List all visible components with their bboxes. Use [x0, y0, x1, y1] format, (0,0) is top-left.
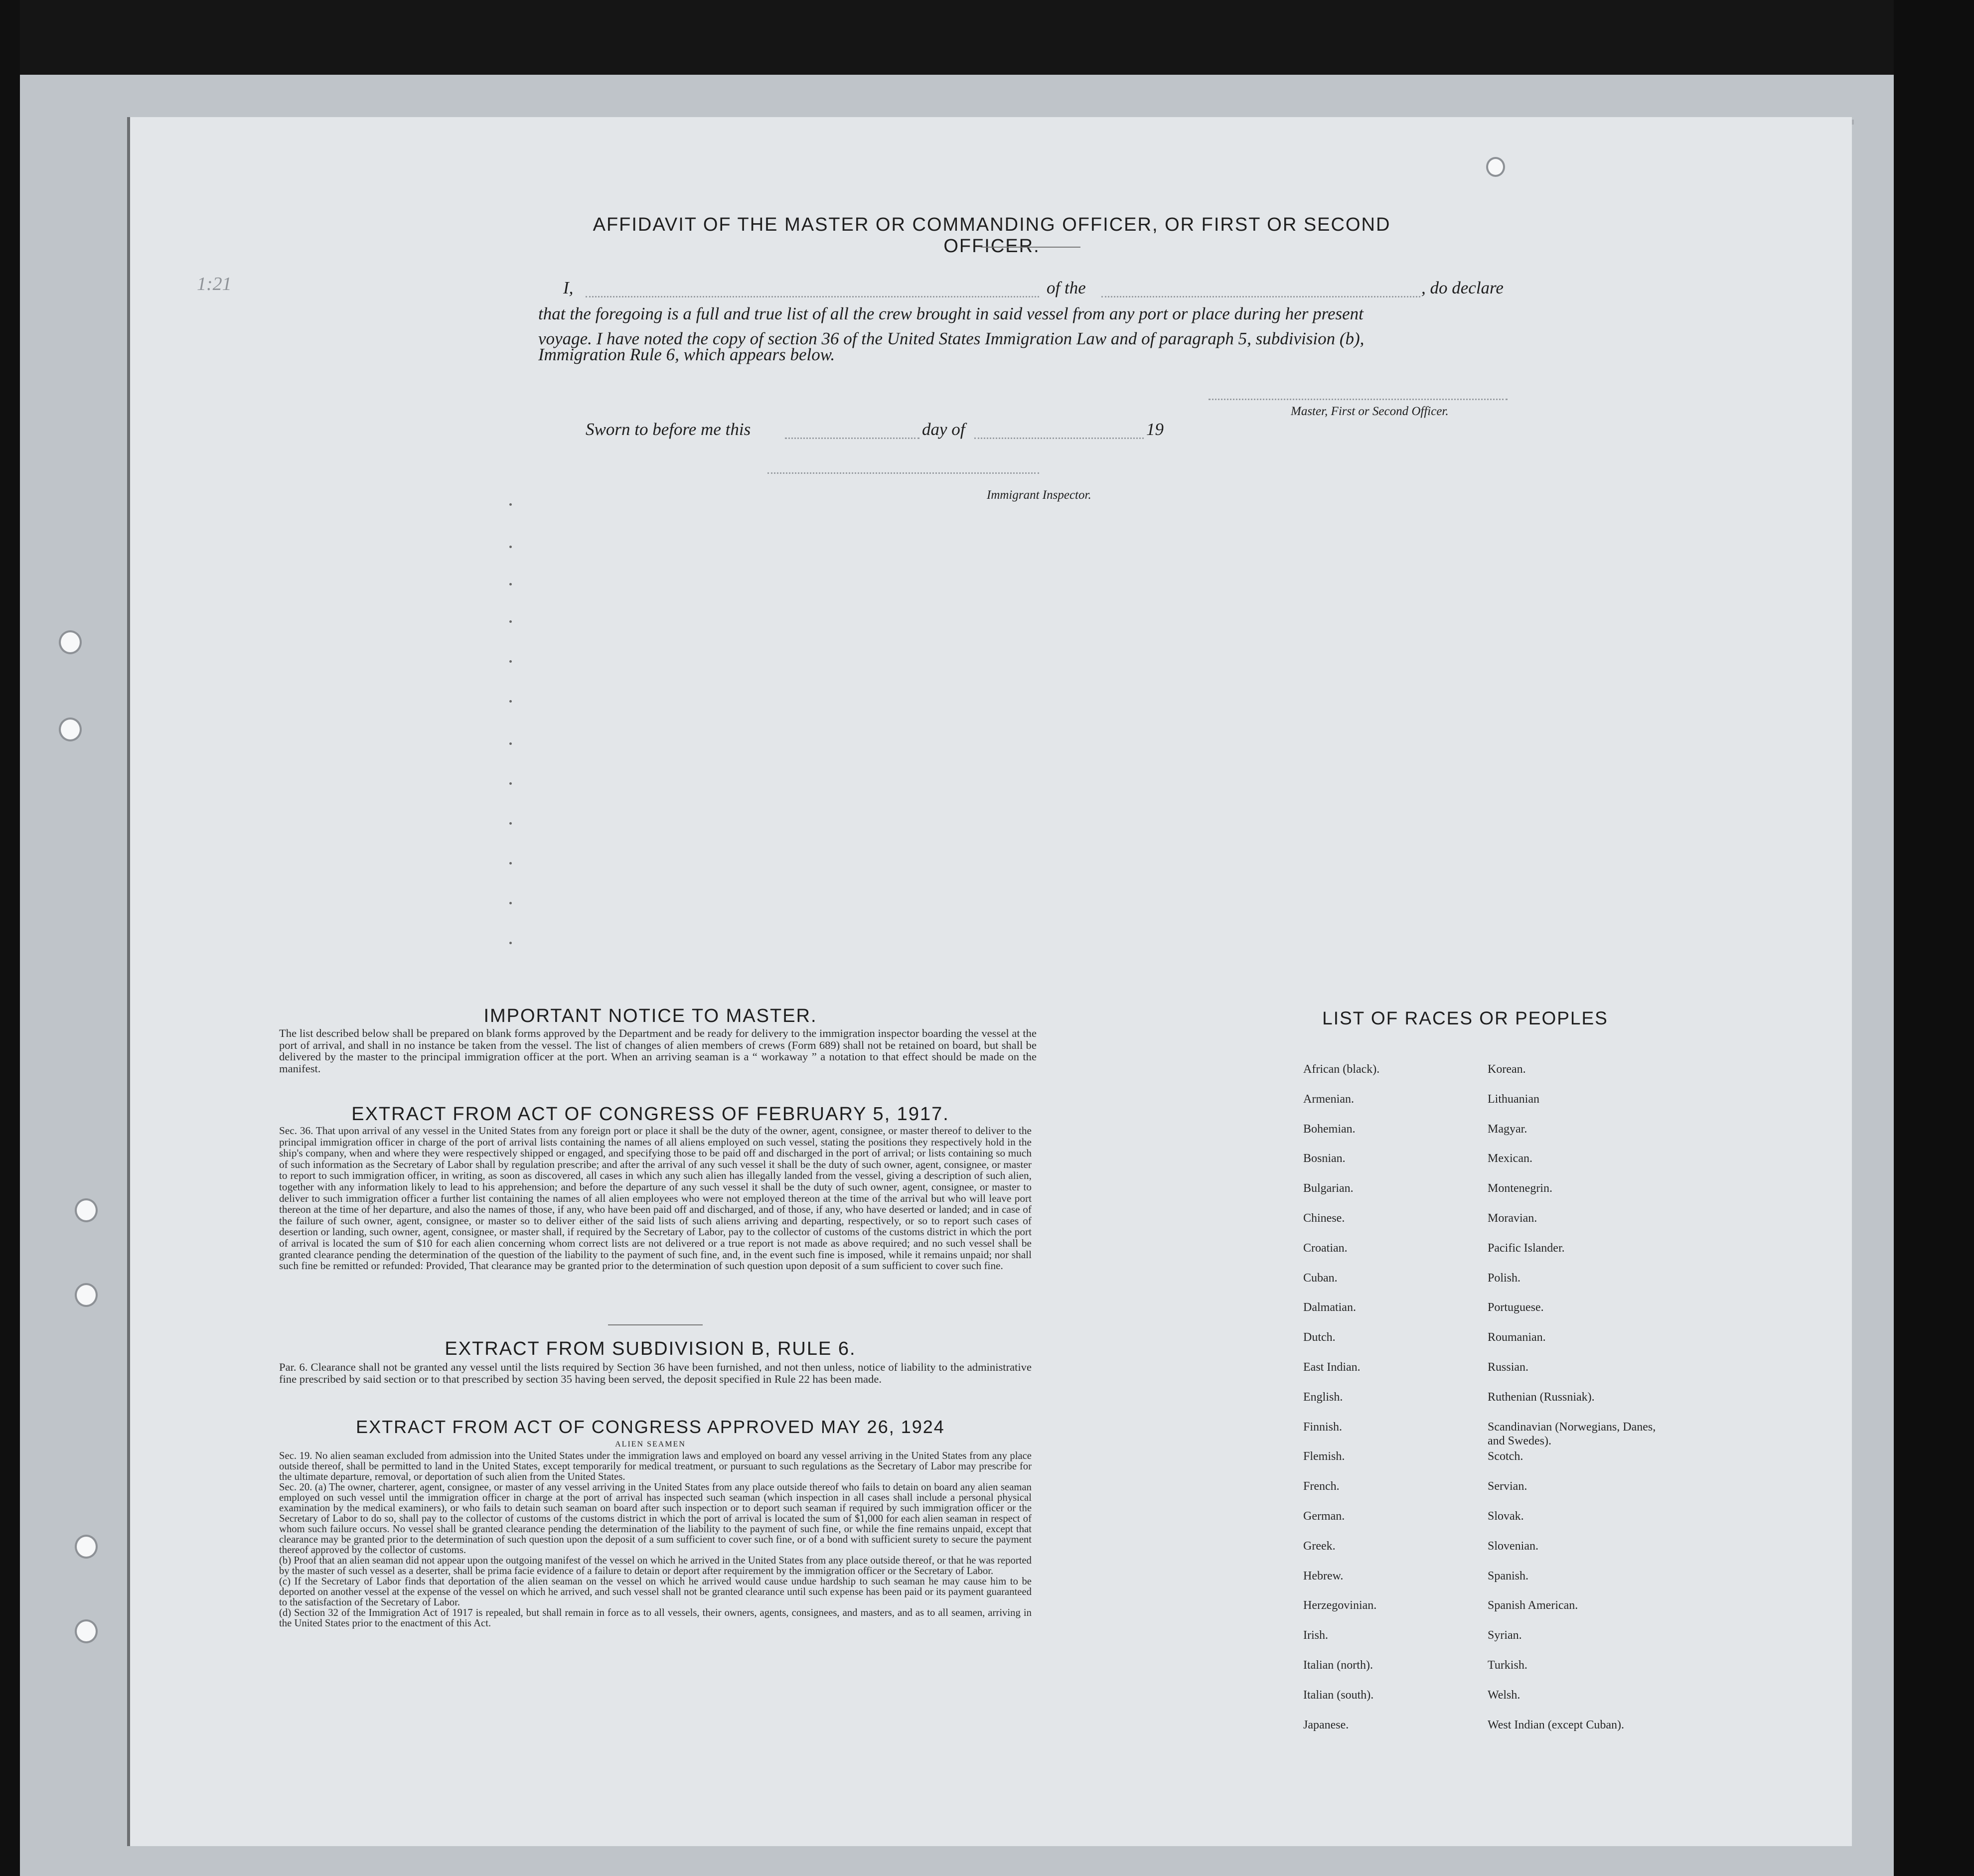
race-item: Italian (south).	[1303, 1688, 1374, 1702]
column-dot	[509, 942, 512, 944]
race-item: Flemish.	[1303, 1450, 1345, 1463]
affidavit-line-1: that the foregoing is a full and true list of all the crew brought in said vessel from any port or place during her present	[538, 304, 1364, 323]
affidavit-do-declare: , do declare	[1421, 278, 1504, 297]
extract-1917-text: Sec. 36. That upon arrival of any vessel in the United States from any foreign port or place it shall be the duty of the owner, agent, consignee, or master thereof to deliver to the principal immigration officer in charge of the port of arrival lists containing the names of all aliens employed on such vessel, stating the positions they respectively hold in the ship's company, when and where they were respectively shipped or engaged, and specifying those to be paid off and discharged in the port of arrival; or lists containing so much of such information as the Secretary of Labor shall by regulation prescribe; and after the arrival of any such vessel it shall be the duty of such owner, agent, consignee, or master to report to such immigration officer, in writing, as soon as discovered, all cases in which any such alien has illegally landed from the vessel, giving a description of such alien, together with any information likely to lead to his apprehension; and before the departure of any such vessel it shall be the duty of such owner, agent, consignee, or master to deliver to such immigration officer a further list containing the names of all alien employees who were not employed thereon at the time of the arrival but who will leave port thereon at the time of her departure, and also the names of those, if any, who have been paid off and discharged, and of those, if any, who have deserted or landed; and in case of the failure of such owner, agent, consignee, or master so to deliver either of the said lists of such aliens arriving and departing, respectively, or so to report such cases of desertion or landing, such owner, agent, consignee, or master shall, if required by the Secretary of Labor, pay to the collector of customs of the customs district in which the port of arrival is located the sum of $10 for each alien concerning whom correct lists are not delivered or a true report is not made as above required; and no such vessel shall be granted clearance pending the determination of the question of the liability to the payment of such fine, and, in the event such fine is imposed, while it remains unpaid; nor shall such fine be remitted or refunded: Provided, That clearance may be granted prior to the determination of such question upon deposit of a sum sufficient to cover such fine.	[279, 1125, 1032, 1272]
punch-hole	[59, 718, 82, 741]
affidavit-title: AFFIDAVIT OF THE MASTER OR COMMANDING OFFICER, OR FIRST OR SECOND OFFICER.	[593, 214, 1391, 257]
master-signature-label: Master, First or Second Officer.	[1291, 405, 1449, 418]
race-item: Magyar.	[1488, 1122, 1527, 1136]
column-dot	[509, 583, 512, 585]
inspector-label: Immigrant Inspector.	[987, 488, 1091, 502]
month-blank	[974, 437, 1144, 439]
race-item: Chinese.	[1303, 1212, 1345, 1225]
race-item: Croatian.	[1303, 1241, 1348, 1255]
extract-rule6-text: Par. 6. Clearance shall not be granted any vessel until the lists required by Section 36 have been furnished, and not then unless, notice of liability to the administrative fine prescribed by said section or to that prescribed by section 35 having been served, the deposit specified in Rule 22 has been made.	[279, 1361, 1032, 1385]
name-blank	[586, 296, 1039, 297]
race-item: Bohemian.	[1303, 1122, 1356, 1136]
extract-1924-sec20d: (d) Section 32 of the Immigration Act of 1917 is repealed, but shall remain in force as to all vessels, their owners, agents, consignees, and masters, and as to all seamen, arriving in the United States prior to the enactment of this Act.	[279, 1607, 1032, 1629]
race-item: Dutch.	[1303, 1331, 1336, 1344]
column-dot	[509, 902, 512, 904]
race-item: Dalmatian.	[1303, 1301, 1356, 1314]
race-item: Cuban.	[1303, 1271, 1338, 1285]
races-title: LIST OF RACES OR PEOPLES	[1322, 1008, 1608, 1028]
race-item: Bosnian.	[1303, 1152, 1346, 1165]
race-item: Ruthenian (Russniak).	[1488, 1390, 1595, 1404]
race-item: Welsh.	[1488, 1688, 1520, 1702]
column-dot	[509, 503, 512, 506]
race-item: Irish.	[1303, 1629, 1328, 1642]
race-item: West Indian (except Cuban).	[1488, 1718, 1624, 1732]
race-item: Italian (north).	[1303, 1659, 1373, 1672]
punch-hole	[75, 1283, 98, 1307]
affidavit-line-2: voyage. I have noted the copy of section 36 of the United States Immigration Law and of paragraph 5, subdivision (b),	[538, 329, 1365, 348]
race-item: Korean.	[1488, 1063, 1526, 1076]
race-item: Spanish.	[1488, 1569, 1529, 1583]
race-item: Servian.	[1488, 1480, 1527, 1493]
race-item: East Indian.	[1303, 1361, 1361, 1374]
race-item: Turkish.	[1488, 1659, 1527, 1672]
race-item: Portuguese.	[1488, 1301, 1544, 1314]
extract-1924-sec20c: (c) If the Secretary of Labor finds that deportation of the alien seaman on the vessel on which he arrived would cause undue hardship to such seaman he may cause him to be deported on another vessel at the expense of the vessel on which he arrived, and such vessel shall not be granted clearance until such expense has been paid or its payment guaranteed to the satisfaction of the Secretary of Labor.	[279, 1576, 1032, 1608]
punch-hole	[1486, 157, 1505, 177]
column-dot	[509, 620, 512, 623]
race-item: Slovenian.	[1488, 1539, 1538, 1553]
punch-hole	[59, 630, 82, 654]
affidavit-line-3: Immigration Rule 6, which appears below.	[538, 345, 835, 364]
race-item: Herzegovinian.	[1303, 1599, 1377, 1612]
scan-frame-left	[0, 0, 20, 1876]
race-item: Spanish American.	[1488, 1599, 1578, 1612]
extract-1924-sec20b: (b) Proof that an alien seaman did not appear upon the outgoing manifest of the vessel on which he arrived in the United States from any place outside thereof, or that he was reported by the master of such vessel as a deserter, shall be prima facie evidence of a failure to detain or deport after requirement by the immigration officer or the Secretary of Labor.	[279, 1555, 1032, 1577]
race-item: Armenian.	[1303, 1092, 1354, 1106]
race-item: Japanese.	[1303, 1718, 1349, 1732]
extract-1924-subtitle: ALIEN SEAMEN	[615, 1440, 686, 1448]
year-prefix: 19	[1146, 420, 1164, 439]
punch-hole	[75, 1198, 98, 1222]
race-item: African (black).	[1303, 1063, 1380, 1076]
race-item: French.	[1303, 1480, 1340, 1493]
extract-1917-title: EXTRACT FROM ACT OF CONGRESS OF FEBRUARY 5, 1917.	[351, 1104, 949, 1125]
extract-rule6-title: EXTRACT FROM SUBDIVISION B, RULE 6.	[445, 1338, 856, 1359]
race-item: Scotch.	[1488, 1450, 1523, 1463]
race-item: Montenegrin.	[1488, 1182, 1552, 1195]
punch-hole	[75, 1619, 98, 1643]
race-item: Bulgarian.	[1303, 1182, 1354, 1195]
scan-frame-right	[1894, 0, 1974, 1876]
column-dot	[509, 742, 512, 745]
race-item: Pacific Islander.	[1488, 1241, 1565, 1255]
column-dot	[509, 782, 512, 785]
column-dot	[509, 546, 512, 548]
day-of-label: day of	[922, 420, 965, 439]
race-item: Slovak.	[1488, 1510, 1524, 1523]
extract-1924-title: EXTRACT FROM ACT OF CONGRESS APPROVED MAY 26, 1924	[356, 1417, 945, 1437]
column-dot	[509, 822, 512, 825]
race-item: Finnish.	[1303, 1420, 1343, 1434]
punch-hole	[75, 1535, 98, 1559]
race-item: Hebrew.	[1303, 1569, 1344, 1583]
sworn-label: Sworn to before me this	[586, 420, 751, 439]
vessel-blank	[1101, 296, 1420, 297]
margin-mark: 1:21	[197, 274, 232, 294]
notice-text: The list described below shall be prepared on blank forms approved by the Department and be ready for delivery to the immigration inspector boarding the vessel at the port of arrival, and shall in no instance be taken from the vessel. The list of changes of alien members of crews (Form 689) shall not be retained on board, but shall be delivered by the master to the principal immigration officer at the port. When an arriving seaman is a “ workaway ” a notation to that effect should be made on the manifest.	[279, 1027, 1037, 1075]
affidavit-of-the: of the	[1047, 278, 1086, 297]
race-item: Mexican.	[1488, 1152, 1532, 1165]
race-item: Polish.	[1488, 1271, 1521, 1285]
column-dot	[509, 660, 512, 663]
race-item: English.	[1303, 1390, 1343, 1404]
inspector-blank	[767, 472, 1039, 474]
extract-1924-sec20a: Sec. 20. (a) The owner, charterer, agent, consignee, or master of any vessel arriving in the United States from any place outside thereof who fails to detain on board any alien seaman employed on such vessel until the immigration officer in charge at the port of arrival has inspected such seaman (which inspection in all cases shall include a personal physical examination by the medical examiners), or who fails to detain such seaman on board after such inspection or to deport such seaman if required by such immigration officer or the Secretary of Labor to do so, shall pay to the collector of customs of the customs district in which the port of arrival is located the sum of $1,000 for each alien seaman in respect of whom such failure occurs. No vessel shall be granted clearance pending the determination of the liability to the payment of such fine, or while the fine remains unpaid, except that clearance may be granted prior to the determination of such question upon the deposit of a sum sufficient to cover such fine, or of a bond with sufficient surety to secure the payment thereof approved by the collector of customs.	[279, 1482, 1032, 1556]
section-divider	[608, 1324, 703, 1325]
day-blank	[785, 437, 919, 439]
affidavit-i-label: I,	[563, 278, 574, 297]
race-item: Lithuanian	[1488, 1092, 1539, 1106]
column-dot	[509, 700, 512, 703]
extract-1924-sec19: Sec. 19. No alien seaman excluded from admission into the United States under the immigration laws and employed on board any vessel arriving in the United States from any place outside thereof, shall be permitted to land in the United States, except temporarily for medical treatment, or pursuant to such regulations as the Secretary of Labor may prescribe for the ultimate departure, removal, or deportation of such alien from the United States.	[279, 1450, 1032, 1482]
extract-1924-text	[279, 1451, 1032, 1629]
title-underline	[981, 247, 1080, 248]
signature-blank	[1209, 399, 1508, 400]
column-dot	[509, 862, 512, 865]
race-item: Moravian.	[1488, 1212, 1537, 1225]
notice-title: IMPORTANT NOTICE TO MASTER.	[483, 1006, 817, 1026]
race-item: Russian.	[1488, 1361, 1529, 1374]
race-item: German.	[1303, 1510, 1345, 1523]
scan-frame-top	[0, 0, 1974, 75]
race-item: Roumanian.	[1488, 1331, 1546, 1344]
race-item: Syrian.	[1488, 1629, 1522, 1642]
race-item: Scandinavian (Norwegians, Danes, and Swedes).	[1488, 1420, 1656, 1447]
race-item: Greek.	[1303, 1539, 1336, 1553]
